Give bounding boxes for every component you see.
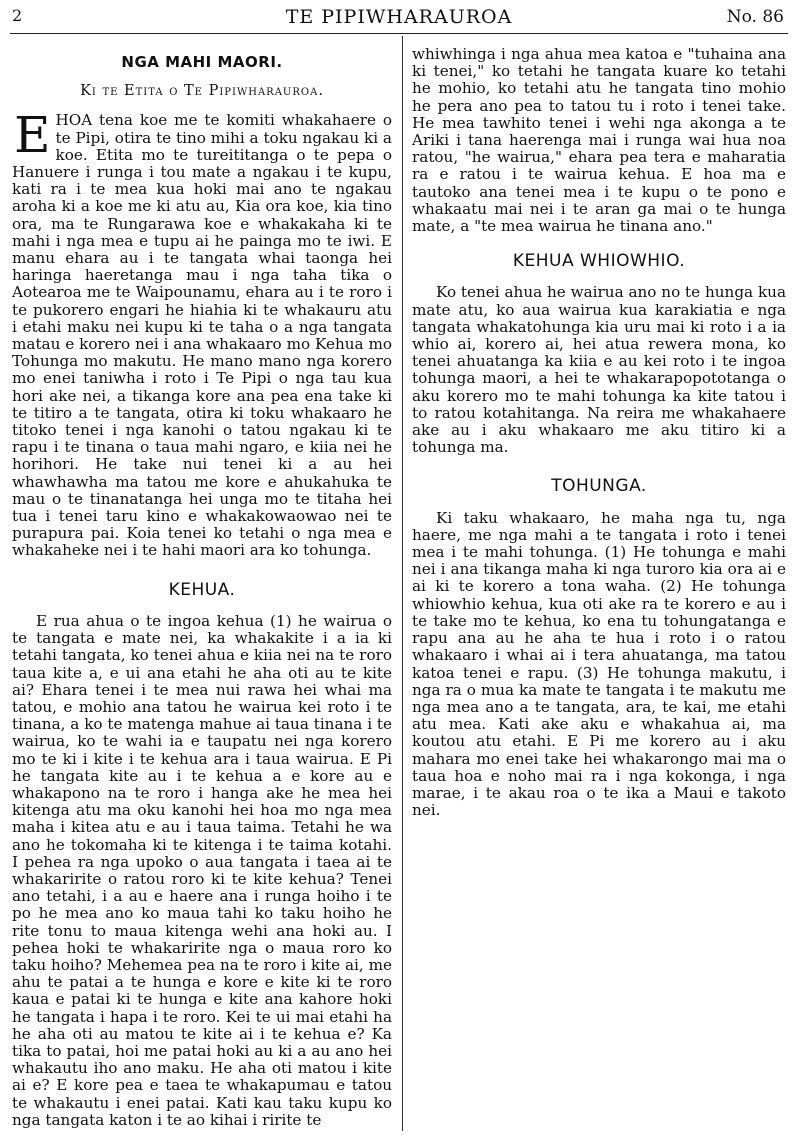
issue-number: No. 86 — [726, 7, 784, 27]
kehua-paragraph: E rua ahua o te ingoa kehua (1) he wairua o te tangata e mate nei, ka whakakite i a ia ki tetahi tangata, ko tenei ahua e kiia nei na te roro taua kite a, e ui ana etahi he aha oti au te kite ai? Ehara tenei i te mea nui rawa hei whai ma tatou, e mohio ana tatou he wairua kei roto i te tinana, a ko te matenga mahue ai taua tinana i te wairua, ko te wahi ia e taupatu nei nga korero mo te ki i kite i te kehua ara i taua wairua. E Pi he tangata kite au i te kehua a e kore au e whakapono na te roro i hanga ake he mea hei kitenga atu ma oku kanohi hei hoa mo nga mea maha i kitea atu e au i taua taima. Tetahi he wa ano he tokomaha ki te kitenga i te taima kotahi. I pehea ra nga upoko o aua tangata i taea ai te whakaririte o ratou roro ki te kite kehua? Tenei ano tetahi, i a au e haere ana i runga hoiho i te po he mea ano ko maua tahi ko taku hoiho he rite tonu to maua kitenga wehi ana hoki au. I pehea hoki te whakaririte nga o maua roro ko taku hoiho? Mehemea pea na te roro i kite ai, me ahu te patai a te hunga e kore e kite ki te roro kaua e patai ki te hunga e kite ana kahore hoki he tangata i hapa i te roro. Kei te ui mai etahi ha he aha oti au matou te kite ai i te kehua e? Ka tika to patai, hoi me patai hoki au ki a au ano hei whakautu iho ano maku. He aha oti matou i kite ai e? E kore pea e taea te whakapumau e tatou te whakautu i enei patai. Kati kau taku kupu ko nga tangata katon i te ao kihai i ririte te — [12, 611, 392, 1129]
intro-text: HOA tena koe me te komiti whakahaere o te Pipi, otira te tino mihi a toku ngakau ki a koe. Etita mo te tureititanga o te pepa o Hanuere i runga i tou mate a ngakau i te kupu, kati ra i te mea kua hoki mai ano te ngakau aroha ki a koe me ki atu au, Kia ora koe, kia tino ora, ma te Rungarawa koe e whakakaha ki te mahi i nga mea e tupu ai he painga mo te iwi. E manu ehara au i te tangata whai taonga hei haringa haeretanga mau i nga taha tika o Aotearoa me te Waipounamu, ehara au i te roro i te pukorero engari he hiahia ki te whakauru atu i etahi maku nei kupu ki te taha o a nga tangata matau e korero nei i ana whakaaro mo Kehua mo Tohunga mo makutu. He mano mano nga korero mo enei taniwha i roto i Te Pipi o nga tau kua hori ake nei, a tikanga kore ana pea ena take ki te titiro a te tangata, otira ki toku whakaaro he titoko tenei i nga kanohi o tatou ngakau ki te rapu i te tinana o taua mahi ngaro, e kiia nei he horihori. He take nui tenei ki a au hei whawhawha ma tatou me kore e ahukahuka te mau o te tinanatanga hei unga mo te titaha hei tua i tenei taru kino e whakakowaowao nei te purapura pai. Koia tenei ko tetahi o nga mea e whakaheke nei i te hahi maori ara ko tohunga. — [12, 111, 392, 560]
page-number: 2 — [12, 6, 23, 25]
column-divider — [402, 36, 403, 1131]
article-byline — [12, 83, 392, 100]
right-column — [412, 46, 786, 819]
kehua-paragraph-continued: whiwhinga i nga ahua mea katoa e "tuhaina ana ki tenei," ko tetahi he tangata kuare ko tetahi he mohio, ko tetahi atu he tangata tino mohio he pera ano pea to tatou tu i roto i tenei take. He mea tawhito tenei i wehi nga akonga a te Ariki i tana haerenga mai i runga wai hua noa ratou, "he wairua," ehara pea tera e maharatia ra e ratou i te wairua kehua. E hoa ma e tautoko ana tenei mea i te kupu o te pono e whakaatu mai nei i te aran ga mai o te hunga mate, a "te mea wairua he tinana ano." — [412, 45, 786, 236]
left-column — [12, 46, 392, 1129]
tohunga-heading: TOHUNGA. — [551, 476, 647, 497]
page-header — [0, 0, 798, 34]
article-title: NGA MAHI MAORI. — [121, 53, 283, 71]
kehua-heading: KEHUA. — [168, 579, 236, 600]
tohunga-paragraph: Ki taku whakaaro, he maha nga tu, nga haere, me nga mahi a te tangata i roto i tenei mea i te mahi tohunga. (1) He tohunga e mahi nei i ana tikanga maha ki nga turoro kia ora ai e ai ki te korero a tona waha. (2) He tohunga whiowhio kehua, kua oti ake ra te korero e au i te take mo te kehua, ko ena tu tohungatanga e rapu ana au he aha te hua i roto i o ratou whakaaro i whai ai i tera ahuatanga, ma tatou katoa tenei e rapu. (3) He tohunga makutu, i nga ra o mua ka mate te tangata i te makutu me nga mea ano a te tangata, ara, te kai, me etahi atu mea. Kati ake aku e whakahua ai, ma koutou atu etahi. E Pi me korero au i aku mahara mo enei take hei whakarongo mai ma o taua hoa e noho mai ra i nga kokonga, i nga marae, i te akau roa o te ika a Maui e takoto nei. — [412, 508, 786, 820]
newspaper-title: TE PIPIWHARAUROA — [285, 6, 513, 28]
drop-cap: E — [14, 106, 51, 165]
whiowhio-paragraph: Ko tenei ahua he wairua ano no te hunga kua mate atu, ko aua wairua kua karakiatia e nga tangata whakatohunga kia uru mai ki roto i a ia whio ai, korero ai, hei atua rewera mona, ko tenei ahuatanga ka kiia e au kei roto i te ingoa tohunga maori, a hei te whakarapopototanga o aku korero mo te mahi tohunga ka kite tatou i to ratou kotahitanga. Na reira me whakahaere ake au i aku whakaaro me aku titiro ki a tohunga ma. — [412, 283, 786, 457]
header-rule — [10, 33, 788, 34]
whiowhio-heading: KEHUA WHIOWHIO. — [512, 251, 686, 272]
byline-text: Ki te Etita o Te Pipiwharauroa. — [80, 83, 324, 100]
intro-paragraph — [12, 106, 392, 560]
